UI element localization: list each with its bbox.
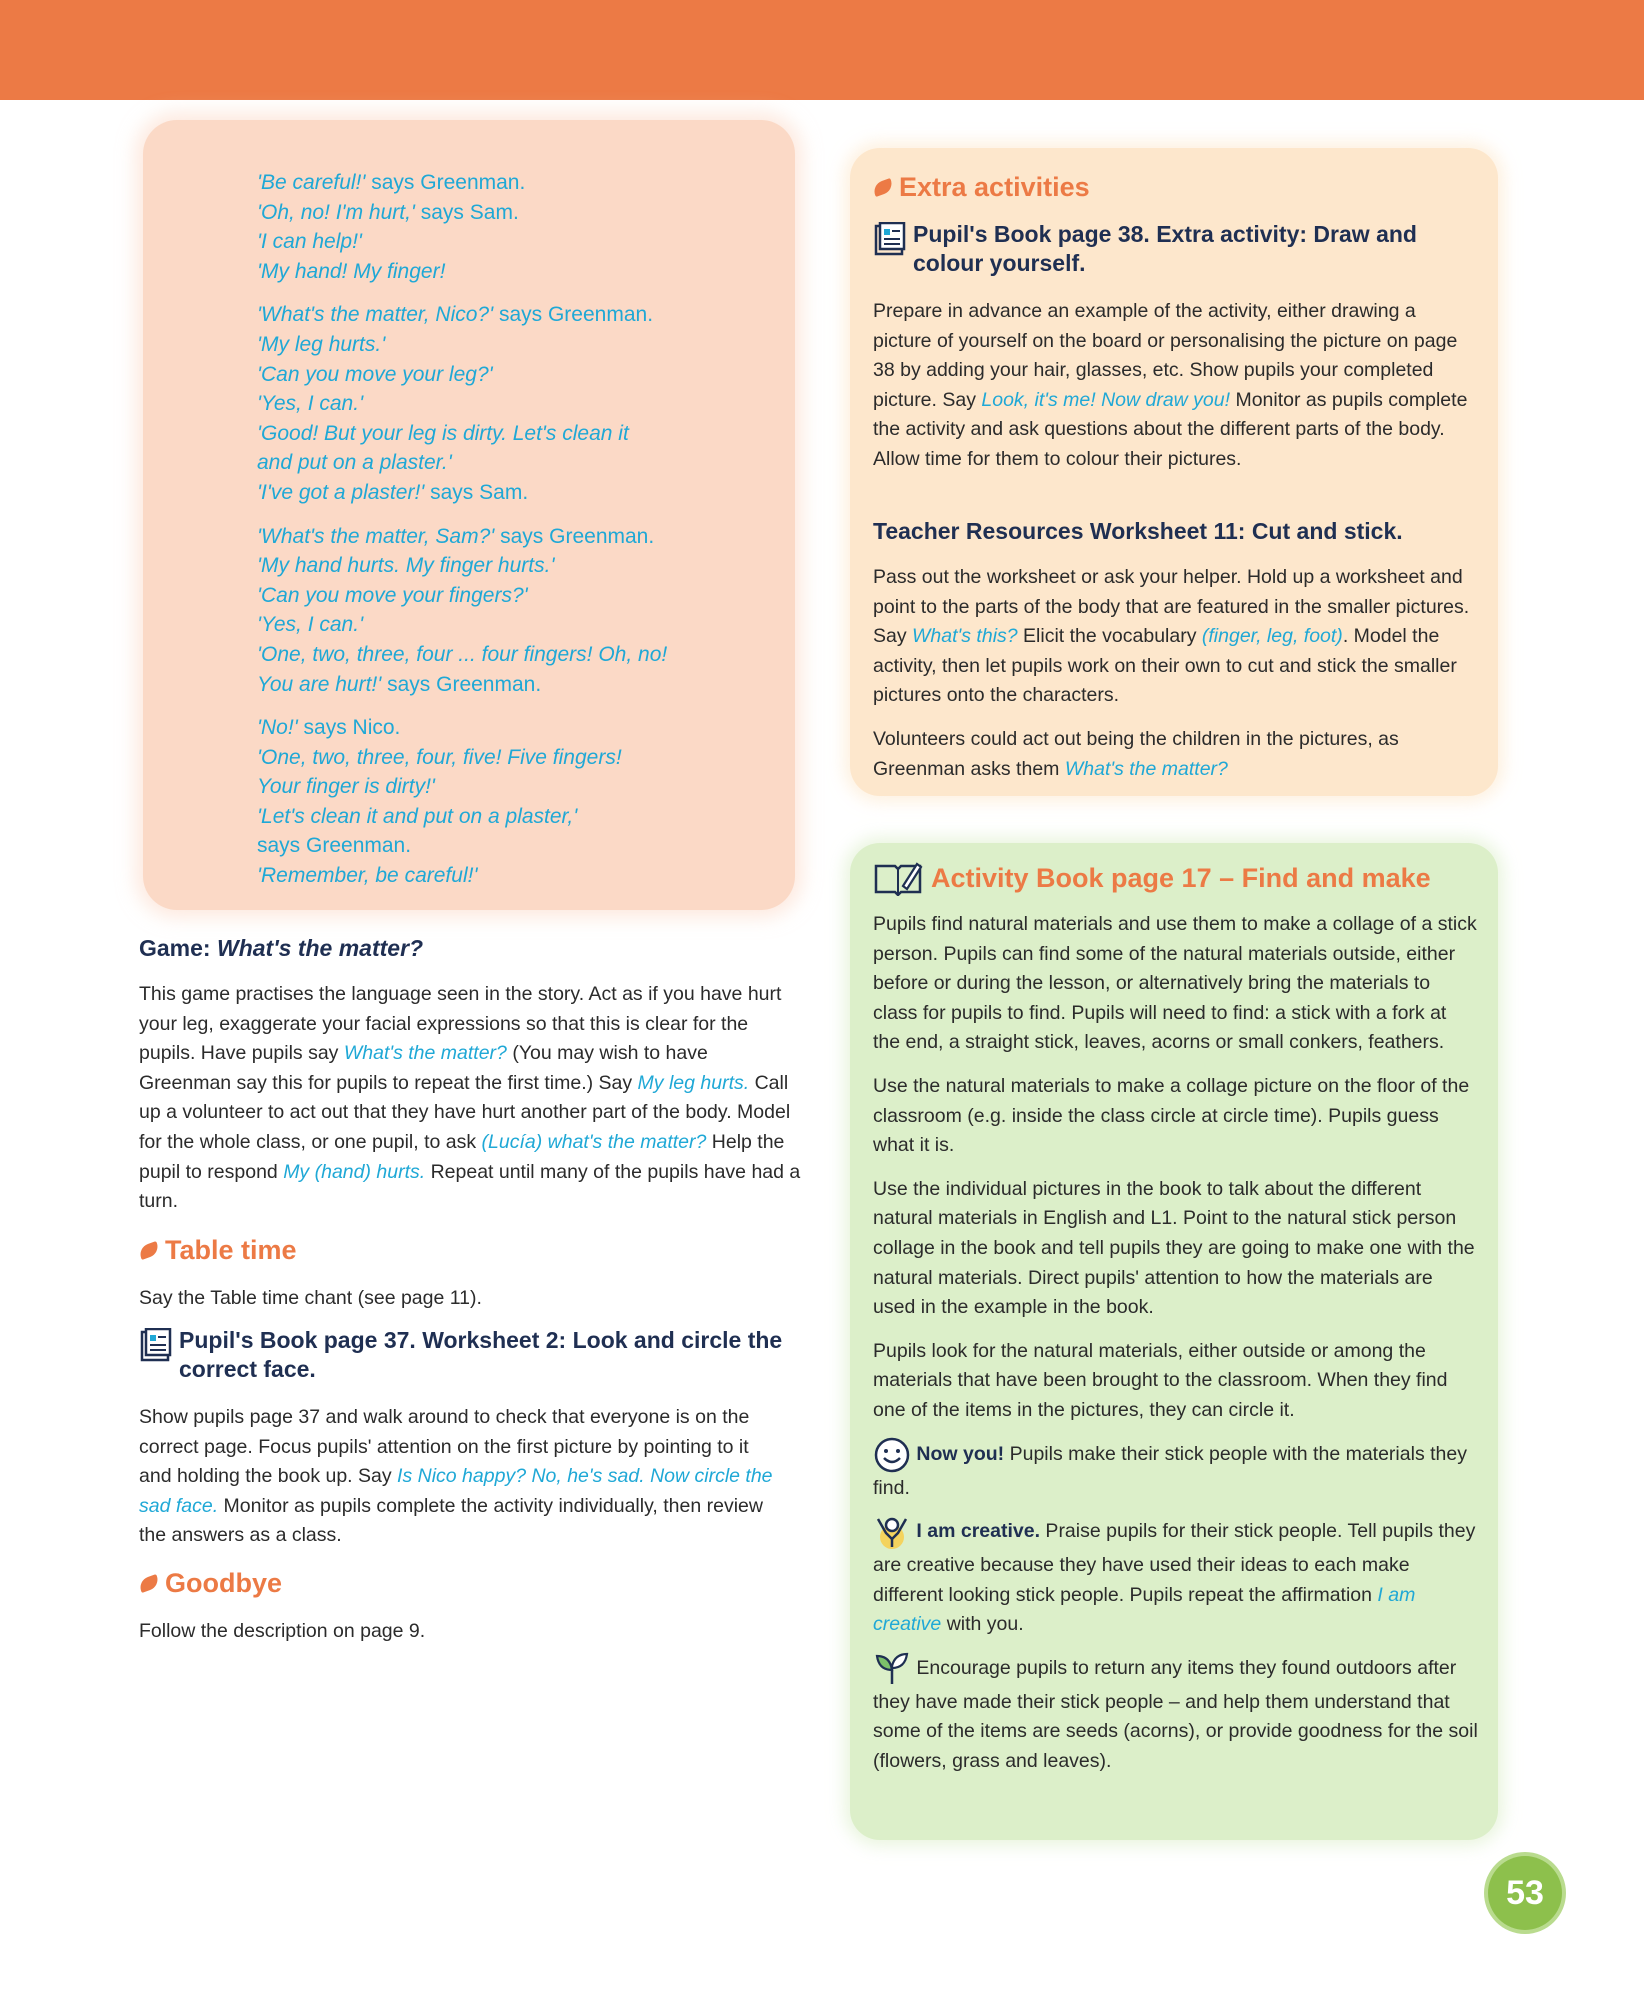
activity-book-icon bbox=[873, 860, 923, 896]
pb38-text: Prepare in advance an example of the activity, either drawing a picture of yourself on the board or personalising the picture on page 38 by adding your hair, glasses, etc. Show pupils your completed picture. Say Look, it's me! Now draw you! Monitor as pupils complete the activity and ask questions about the different parts of the body. Allow time for them to colour their pictures. bbox=[873, 300, 1468, 470]
pb38-heading-row bbox=[873, 220, 1473, 278]
leaf-icon bbox=[871, 178, 894, 197]
goodbye-heading: Goodbye bbox=[139, 1568, 282, 1599]
pb37-text: Show pupils page 37 and walk around to check that everyone is on the correct page. Focus pupils' attention on the first picture by pointing to it and holding the book up. Say Is Nico happy? No, he's sad. Now circle the sad face. Monitor as pupils complete the activity individually, then review the answers as a class. bbox=[139, 1406, 773, 1547]
tr-text: Pass out the worksheet or ask your helper. Hold up a worksheet and point to the parts of the body that are featured in the smaller pictures. Say What's this? Elicit the vocabulary (finger, leg, foot). Model the activity, then let pupils work on their own to cut and stick the smaller pictures onto the characters. bbox=[873, 566, 1470, 707]
leaf-icon bbox=[137, 1241, 160, 1260]
book-icon bbox=[873, 222, 907, 256]
table-time-heading: Table time bbox=[139, 1235, 297, 1266]
volunteers-text: Volunteers could act out being the children in the pictures, as Greenman asks them What's the matter? bbox=[873, 728, 1399, 780]
tr-heading: Teacher Resources Worksheet 11: Cut and stick. bbox=[873, 518, 1403, 544]
game-heading: Game: What's the matter? bbox=[139, 935, 424, 961]
activity-text: Pupils find natural materials and use them to make a collage of a stick person. Pupils can find some of the natural materials outside, either before or during the lesson, or alternatively bring the materials to class for pupils to find. Pupils will need to find: a stick with a fork at the end, a straight stick, leaves, acorns or small conkers, feathers. Use the natural materials to make a collage picture on the floor of the classroom (e.g. inside the class circle at circle time). Pupils guess what it is. Use the individual pictures in the book to talk about the different natural materials in English and L1. Point to the natural stick person collage in the book and tell pupils they are going to make one with the natural materials. Direct pupils' attention to how the materials are used in the example in the book. Pupils look for the natural materials, either outside or among the materials that have been brought to the classroom. When they find one of the items in the pictures, they can circle it. Now you! Pupils make their stick people with the materials they find. I am creative. Praise pupils for their stick people. Tell pupils they are creative because they have used their ideas to each make different looking stick people. Pupils repeat the affirmation I am creative with you. Encourage pupils to return any items they found outdoors after they have made their stick people – and help them understand that some of the items are seeds (acorns), or provide goodness for the soil (flowers, grass and leaves). bbox=[873, 913, 1478, 1773]
creative-person-icon bbox=[873, 1513, 911, 1551]
pb37-heading-row bbox=[139, 1326, 804, 1384]
book-icon bbox=[139, 1328, 173, 1362]
goodbye-text: Follow the description on page 9. bbox=[139, 1620, 426, 1642]
table-time-text: Say the Table time chant (see page 11). bbox=[139, 1287, 482, 1309]
activity-heading-row bbox=[873, 860, 1431, 896]
leaf-icon bbox=[137, 1574, 160, 1593]
pb37-heading: Pupil's Book page 37. Worksheet 2: Look and circle the correct face. bbox=[179, 1327, 783, 1382]
plant-icon bbox=[873, 1650, 911, 1688]
game-text: This game practises the language seen in the story. Act as if you have hurt your leg, exaggerate your facial expressions so that this is clear for the pupils. Have pupils say What's the matter? (You may wish to have Greenman say this for pupils to repeat the first time.) Say My leg hurts. Call up a volunteer to act out that they have hurt another part of the body. Model for the whole class, or one pupil, to ask (Lucía) what's the matter? Help the pupil to respond My (hand) hurts. Repeat until many of the pupils have had a turn. bbox=[139, 983, 801, 1213]
extra-heading: Extra activities bbox=[873, 172, 1090, 203]
top-banner bbox=[0, 0, 1644, 100]
story-text: 'Be careful!' says Greenman. 'Oh, no! I'm hurt,' says Sam. 'I can help!' 'My hand! My finger! 'What's the matter, Nico?' says Greenman. 'My leg hurts.' 'Can you move your leg?' 'Yes, I can.' 'Good! But your leg is dirty. Let's clean it and put on a plaster.' 'I've got a plaster!' says Sam. 'What's the matter, Sam?' says Greenman. 'My hand hurts. My finger hurts.' 'Can you move your fingers?' 'Yes, I can.' 'One, two, three, four ... four fingers! Oh, no! You are hurt!' says Greenman. 'No!' says Nico. 'One, two, three, four, five! Five fingers! Your finger is dirty!' 'Let's clean it and put on a plaster,' says Greenman. 'Remember, be careful!' bbox=[257, 171, 668, 888]
pb38-heading: Pupil's Book page 38. Extra activity: Draw and colour yourself. bbox=[913, 221, 1417, 276]
smiley-icon bbox=[873, 1436, 911, 1474]
activity-heading: Activity Book page 17 – Find and make bbox=[931, 862, 1431, 893]
page-number: 53 bbox=[1488, 1856, 1562, 1930]
